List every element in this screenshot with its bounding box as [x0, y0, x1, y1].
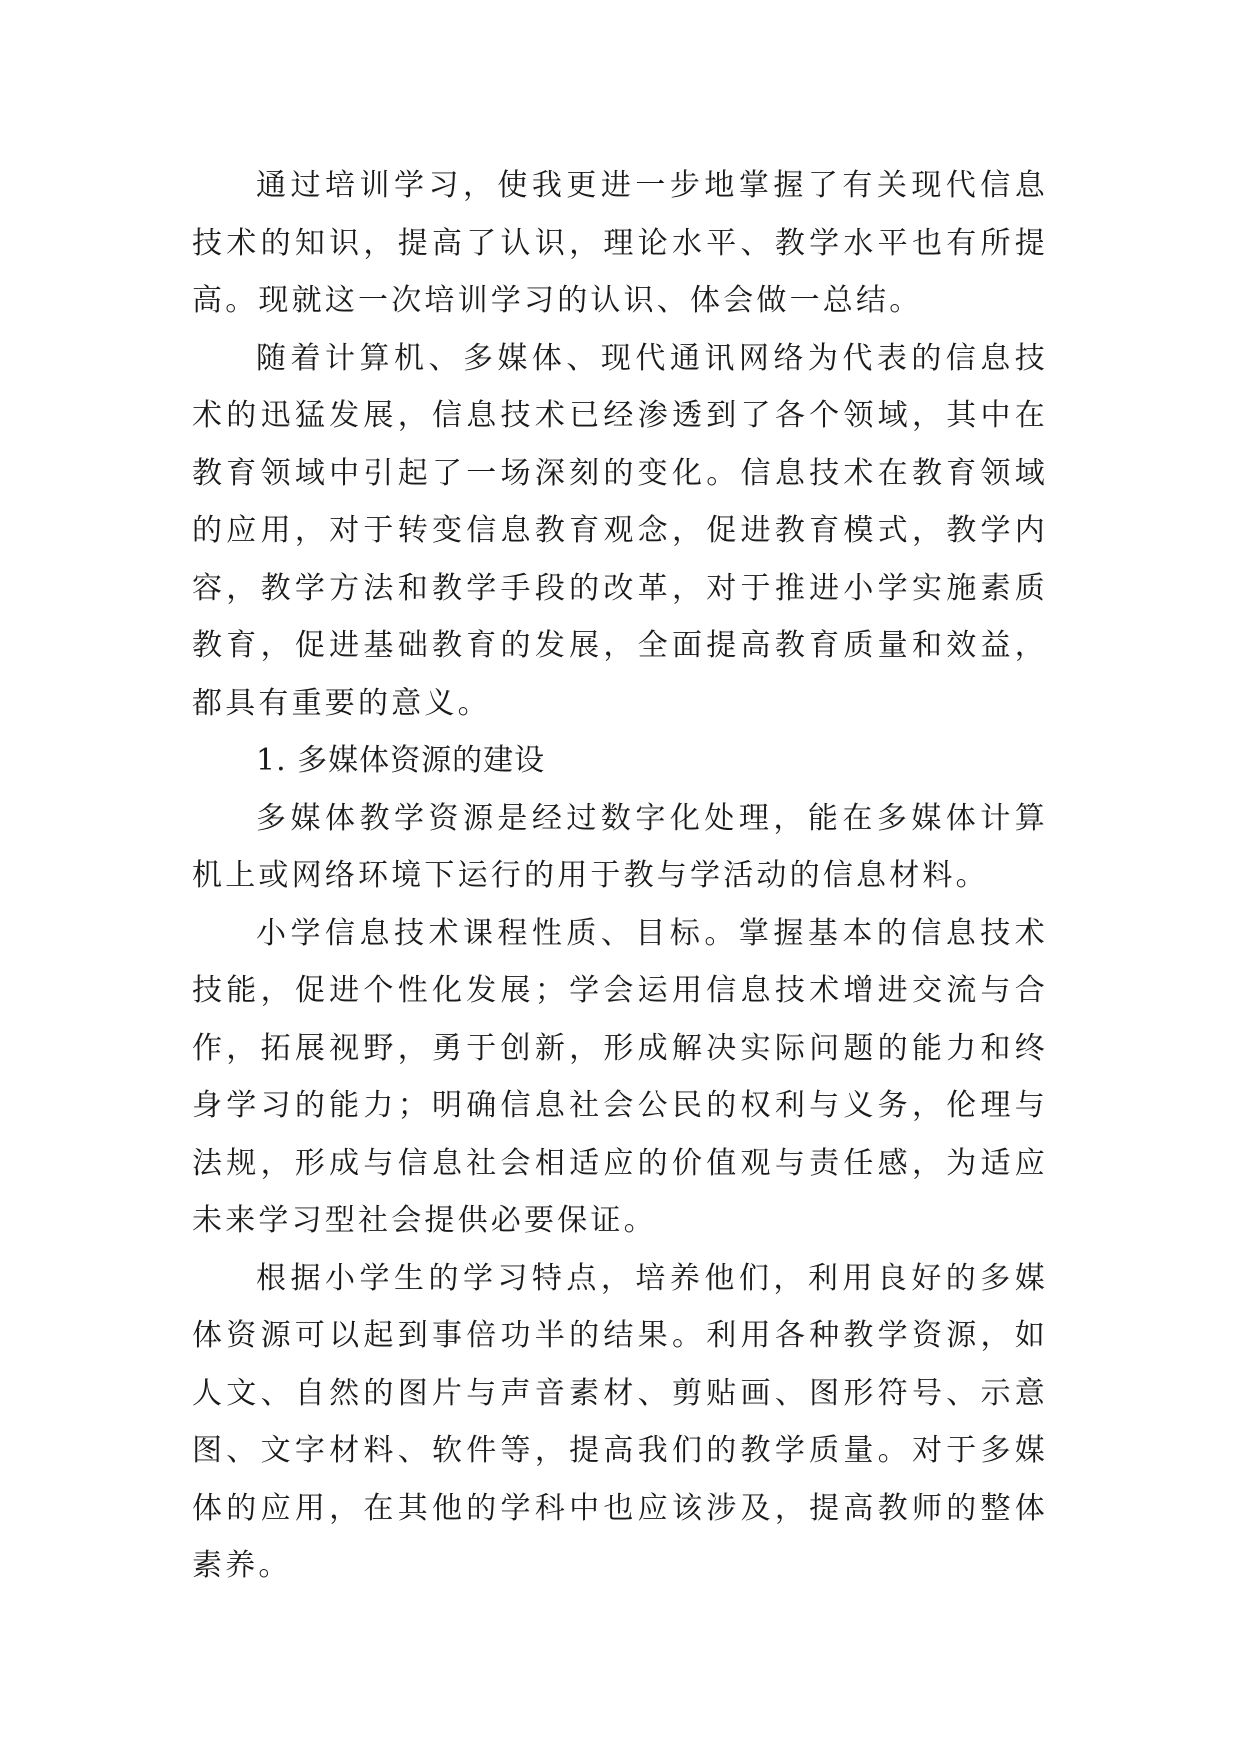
paragraph-application: 根据小学生的学习特点，培养他们，利用良好的多媒体资源可以起到事倍功半的结果。利用各种教学资源，如人文、自然的图片与声音素材、剪贴画、图形符号、示意图、文字材料、软件等，提高我们的教学质量。对于多媒体的应用，在其他的学科中也应该涉及，提高教师的整体素养。: [192, 1260, 1048, 1583]
paragraph-definition: 多媒体教学资源是经过数字化处理，能在多媒体计算机上或网络环境下运行的用于教与学活动的信息材料。: [192, 800, 1048, 893]
section-heading: 1. 多媒体资源的建设: [256, 743, 546, 778]
paragraph-background: 随着计算机、多媒体、现代通讯网络为代表的信息技术的迅猛发展，信息技术已经渗透到了各个领域，其中在教育领域中引起了一场深刻的变化。信息技术在教育领域的应用，对于转变信息教育观念，促进教育模式，教学内容，教学方法和教学手段的改革，对于推进小学实施素质教育，促进基础教育的发展，全面提高教育质量和效益，都具有重要的意义。: [192, 340, 1048, 721]
document-body: [192, 157, 1048, 1595]
paragraph-course-goals: 小学信息技术课程性质、目标。掌握基本的信息技术技能，促进个性化发展；学会运用信息技术增进交流与合作，拓展视野，勇于创新，形成解决实际问题的能力和终身学习的能力；明确信息社会公民的权利与义务，伦理与法规，形成与信息社会相适应的价值观与责任感，为适应未来学习型社会提供必要保证。: [192, 915, 1048, 1238]
paragraph-intro: 通过培训学习，使我更进一步地掌握了有关现代信息技术的知识，提高了认识，理论水平、教学水平也有所提高。现就这一次培训学习的认识、体会做一总结。: [192, 168, 1048, 318]
